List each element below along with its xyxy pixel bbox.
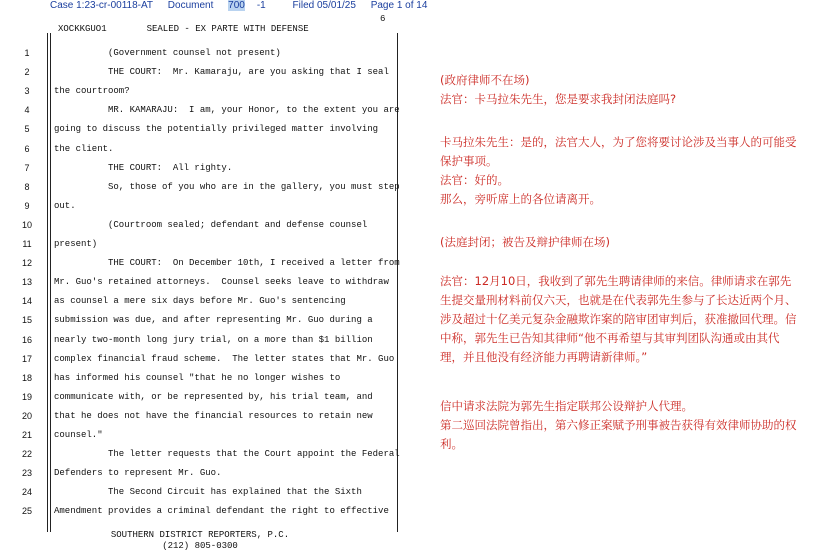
document-number: Document 700 -1	[167, 0, 266, 11]
line-number: 6	[24, 143, 30, 154]
translation-line: 理，并且他没有经济能力再聘请新律师。”	[440, 350, 648, 364]
transcript-line: counsel."	[54, 430, 103, 440]
transcript-line: submission was due, and after representing Mr. Guo during a	[54, 315, 373, 326]
transcript-line: the courtroom?	[54, 86, 130, 97]
line-number: 2	[24, 67, 30, 78]
transcript-line: nearly two-month long jury trial, on a more than $1 billion	[54, 334, 373, 345]
transcript-line: (Courtroom sealed; defendant and defense counsel	[54, 219, 368, 230]
line-number: 9	[24, 200, 30, 211]
line-number: 17	[21, 353, 32, 364]
translation-line: 中称，郭先生已告知其律师“他不再希望与其审判团队沟通或由其代	[440, 331, 780, 345]
line-number: 14	[21, 296, 32, 307]
transcript-line: THE COURT: On December 10th, I received a letter from	[54, 258, 400, 269]
transcript-line: has informed his counsel "that he no longer wishes to	[54, 372, 341, 383]
line-number: 25	[21, 506, 32, 517]
transcript-line: The Second Circuit has explained that the Sixth	[54, 487, 362, 498]
line-number: 7	[24, 162, 30, 173]
search-highlight: 700	[228, 0, 245, 11]
transcript-line: going to discuss the potentially privileged matter involving	[54, 124, 379, 135]
page-indicator: Page 1 of 14	[370, 0, 428, 11]
line-number: 24	[21, 487, 32, 498]
filed-date: Filed 05/01/25	[292, 0, 356, 11]
transcript-page-number: 6	[380, 14, 386, 24]
transcript-line: Defenders to represent Mr. Guo.	[54, 468, 222, 479]
footer-reporter: SOUTHERN DISTRICT REPORTERS, P.C.	[110, 530, 290, 540]
margin-rule	[50, 33, 51, 532]
transcript-line: Mr. Guo's retained attorneys. Counsel seeks leave to withdraw	[54, 277, 389, 288]
line-number: 19	[21, 391, 32, 402]
line-number: 18	[21, 372, 32, 383]
transcript-line: complex financial fraud scheme. The letter states that Mr. Guo	[54, 353, 395, 364]
transcript-doc-id: XOCKKGUO1	[58, 24, 107, 34]
translation-paragraph	[440, 272, 810, 367]
translation-line: 第二巡回法院曾指出，第六修正案赋予刑事被告获得有效律师协助的权	[440, 418, 797, 432]
line-number: 13	[21, 277, 32, 288]
translation-line: (政府律师不在场)	[440, 73, 530, 87]
transcript-line: out.	[54, 200, 76, 211]
line-number: 10	[21, 219, 32, 230]
case-number: Case 1:23-cr-00118-AT	[50, 0, 154, 11]
line-number: 11	[22, 239, 32, 249]
line-number: 12	[21, 258, 32, 269]
translation-line: 法官：好的。	[440, 173, 509, 187]
transcript-line: the client.	[54, 143, 114, 154]
transcript-line: The letter requests that the Court appoint the Federal	[54, 449, 400, 460]
transcript-line: So, those of you who are in the gallery, you must step	[54, 181, 400, 192]
transcript-line: communicate with, or be represented by, his trial team, and	[54, 391, 373, 402]
line-number: 5	[24, 124, 30, 135]
translation-line: 涉及超过十亿美元复杂金融欺诈案的陪审团审判后，获准撤回代理。信	[440, 312, 797, 326]
translation-line: (法庭封闭；被告及辩护律师在场)	[440, 235, 610, 249]
line-number: 21	[21, 430, 32, 440]
footer-phone: (212) 805-0300	[162, 541, 238, 551]
line-number: 20	[21, 410, 32, 421]
margin-rule	[47, 33, 48, 532]
translation-line: 保护事项。	[440, 154, 498, 168]
line-number: 8	[24, 181, 30, 192]
line-number: 23	[21, 468, 32, 479]
transcript-line: (Government counsel not present)	[54, 48, 281, 58]
line-number: 1	[24, 48, 30, 58]
transcript-line: that he does not have the financial resources to retain new	[54, 410, 373, 421]
translation-line: 生提交量刑材料前仅六天，也就是在代表郭先生参与了长达近两个月、	[440, 293, 797, 307]
transcript-line: MR. KAMARAJU: I am, your Honor, to the extent you are	[54, 105, 400, 116]
translation-line: 卡马拉朱先生：是的，法官大人，为了您将要讨论涉及当事人的可能受	[440, 135, 797, 149]
transcript-line: Amendment provides a criminal defendant the right to effective	[54, 506, 389, 517]
transcript-line: THE COURT: All righty.	[54, 162, 233, 173]
translation-line: 利。	[440, 437, 463, 451]
line-number: 16	[21, 334, 32, 345]
transcript-line: as counsel a mere six days before Mr. Guo's sentencing	[54, 296, 346, 307]
transcript-line: THE COURT: Mr. Kamaraju, are you asking that I seal	[54, 67, 389, 78]
sealed-title: SEALED - EX PARTE WITH DEFENSE	[146, 24, 309, 34]
translation-line: 信中请求法院为郭先生指定联邦公设辩护人代理。	[440, 399, 693, 413]
translation-paragraph	[440, 397, 810, 454]
line-number: 3	[24, 86, 30, 97]
transcript-header-row	[58, 24, 309, 34]
translation-line: 那么，旁听席上的各位请离开。	[440, 192, 601, 206]
line-number: 4	[24, 105, 30, 116]
translation-paragraph	[440, 71, 810, 109]
line-number: 15	[21, 315, 32, 326]
line-number: 22	[21, 449, 32, 460]
translation-paragraph	[440, 233, 810, 252]
translation-paragraph	[440, 133, 810, 209]
document-header	[50, 0, 439, 12]
transcript-line: present)	[54, 239, 98, 249]
translation-line: 法官：12月10日，我收到了郭先生聘请律师的来信。律师请求在郭先	[440, 274, 792, 288]
translation-line: 法官：卡马拉朱先生，您是要求我封闭法庭吗?	[440, 92, 677, 106]
